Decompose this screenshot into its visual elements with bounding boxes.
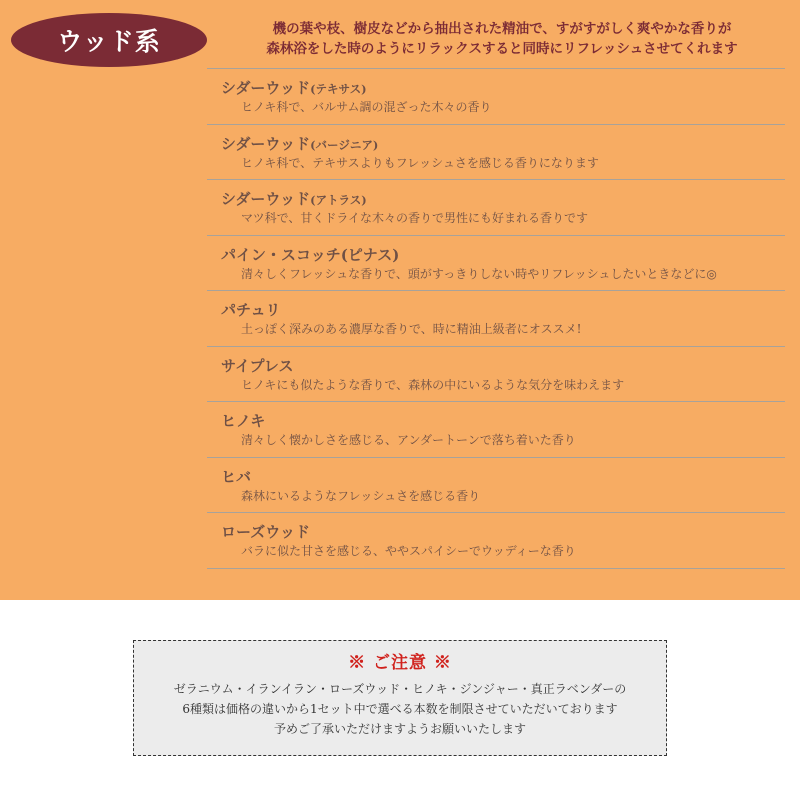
- oil-description: 土っぽく深みのある濃厚な香りで、時に精油上級者にオススメ!: [241, 322, 582, 336]
- oil-item: [207, 513, 785, 569]
- notice-body: [134, 679, 666, 739]
- oil-item: [207, 347, 785, 403]
- notice-title: ※ ご注意 ※: [348, 653, 452, 673]
- oil-name: シダーウッド(アトラス): [221, 190, 367, 208]
- oil-name: シダーウッド(テキサス): [221, 79, 367, 97]
- notice-box: [133, 640, 667, 756]
- notice-line: 予めご了承いただけますようお願いいたします: [273, 722, 526, 736]
- oil-name: ローズウッド: [221, 523, 310, 541]
- intro-line: 機の葉や枝、樹皮などから抽出された精油で、すがすがしく爽やかな香りが: [272, 21, 732, 37]
- oil-description: バラに似た甘さを感じる、ややスパイシーでウッディーな香り: [241, 544, 576, 558]
- notice-line: 6種類は価格の違いから1セット中で選べる本数を制限させていただいております: [182, 702, 618, 716]
- oil-description: 清々しくフレッシュな香りで、頭がすっきりしない時やリフレッシュしたいときなどに◎: [241, 266, 717, 281]
- oil-description: ヒノキ科で、バルサム調の混ざった木々の香り: [241, 100, 492, 114]
- oil-name: ヒノキ: [221, 412, 266, 430]
- oil-item: [207, 180, 785, 236]
- oil-item: [207, 125, 785, 181]
- oil-description: ヒノキにも似たような香りで、森林の中にいるような気分を味わえます: [241, 377, 625, 392]
- intro-line: 森林浴をした時のようにリラックスすると同時にリフレッシュさせてくれます: [266, 41, 738, 57]
- oil-name: パチュリ: [221, 301, 281, 319]
- oil-description: 森林にいるようなフレッシュさを感じる香り: [241, 488, 481, 503]
- oil-description: マツ科で、甘くドライな木々の香りで男性にも好まれる香りです: [241, 211, 589, 225]
- oil-name: ヒバ: [221, 467, 252, 486]
- oil-description: 清々しく懐かしさを感じる、アンダートーンで落ち着いた香り: [241, 433, 576, 447]
- oil-item: [207, 402, 785, 458]
- oil-item: [207, 458, 785, 514]
- category-intro: [216, 19, 788, 59]
- oil-description: ヒノキ科で、テキサスよりもフレッシュさを感じる香りになります: [241, 155, 599, 170]
- category-badge: ウッド系: [11, 13, 207, 67]
- oil-name: サイプレス: [221, 356, 294, 375]
- oil-list: [207, 68, 785, 569]
- oil-item: [207, 236, 785, 292]
- oil-item: [207, 69, 785, 125]
- notice-line: ゼラニウム・イランイラン・ローズウッド・ヒノキ・ジンジャー・真正ラベンダーの: [173, 682, 627, 696]
- oil-name: パイン・スコッチ(ピナス): [221, 245, 400, 264]
- oil-item: [207, 291, 785, 347]
- oil-name: シダーウッド(バージニア): [221, 134, 379, 153]
